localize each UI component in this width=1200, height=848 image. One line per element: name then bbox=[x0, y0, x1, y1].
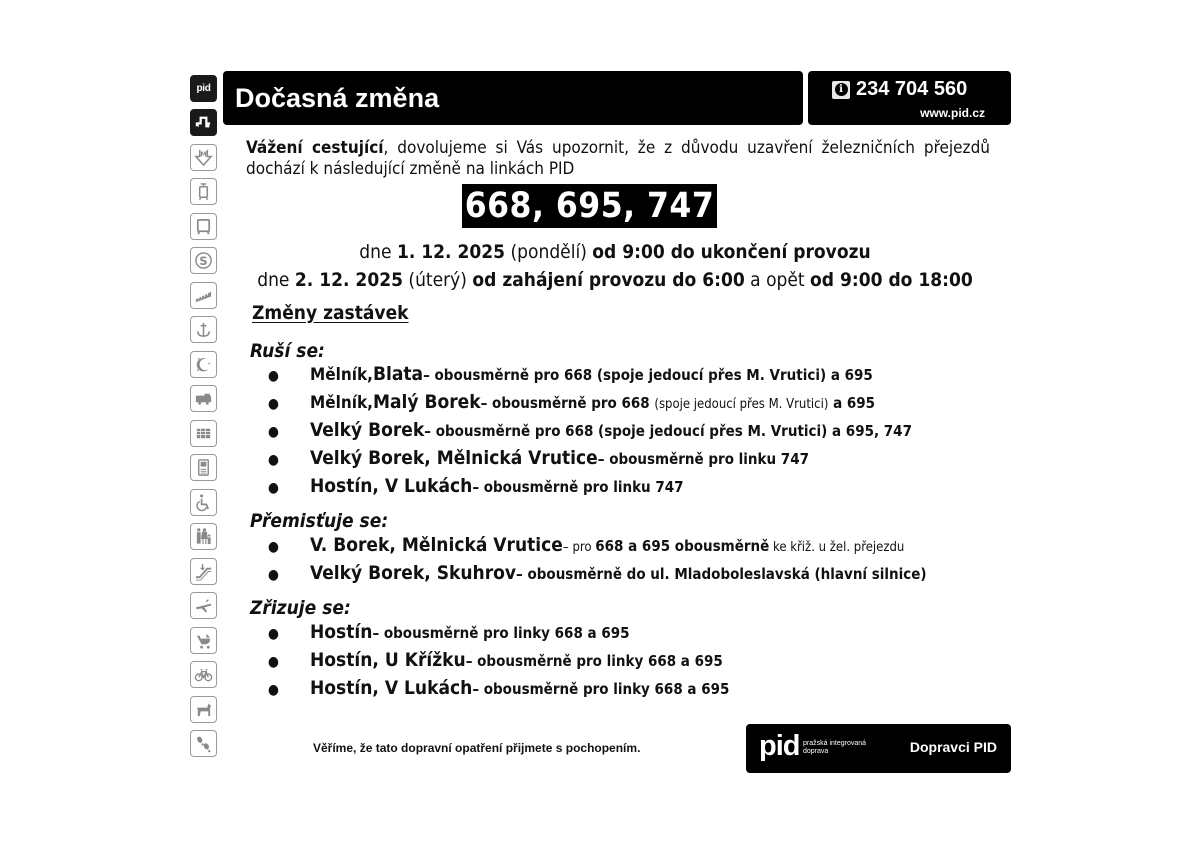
bicycle-icon bbox=[190, 661, 217, 688]
regional-bus-icon bbox=[190, 109, 217, 136]
list-item: ● Velký Borek – obousměrně pro 668 (spoje jedoucí přes M. Vrutici) a 695, 747 bbox=[268, 419, 912, 441]
cancelled-title: Ruší se: bbox=[250, 340, 325, 362]
list-item: ● Hostín, V Lukách – obousměrně pro linky 668 a 695 bbox=[268, 677, 730, 699]
svg-text:S: S bbox=[199, 253, 208, 268]
affected-lines-box bbox=[462, 184, 717, 228]
established-title: Zřizuje se: bbox=[250, 597, 351, 619]
wheelchair-icon bbox=[190, 489, 217, 516]
trolleybus-icon bbox=[190, 420, 217, 447]
train-icon bbox=[190, 385, 217, 412]
metro-icon bbox=[190, 144, 217, 171]
pid-logo-subtitle: pražská integrovaná doprava bbox=[803, 740, 867, 755]
moved-title: Přemisťuje se: bbox=[250, 510, 389, 532]
date-line-1: dne 1. 12. 2025 (pondělí) od 9:00 do ukončení provozu bbox=[359, 241, 871, 263]
list-item: ● Hostín – obousměrně pro linky 668 a 695 bbox=[268, 621, 630, 643]
ferry-icon bbox=[190, 316, 217, 343]
escalator-icon bbox=[190, 558, 217, 585]
thanks-note: Věříme, že tato dopravní opatření přijmete s pochopením. bbox=[313, 741, 641, 755]
cancelled-list bbox=[262, 363, 1022, 503]
validity-dates bbox=[230, 238, 1000, 294]
contact-box bbox=[808, 71, 1011, 125]
pid-logo: pid bbox=[759, 730, 800, 762]
phone-line bbox=[832, 78, 967, 101]
funicular-icon bbox=[190, 282, 217, 309]
greeting: Vážení cestující bbox=[246, 138, 384, 158]
list-item: ● Mělník, Malý Borek – obousměrně pro 668 (spoje jedoucí přes M. Vrutici) a 695 bbox=[268, 391, 876, 413]
tram-icon bbox=[190, 178, 217, 205]
list-item: ● Hostín, V Lukách – obousměrně pro linku 747 bbox=[268, 475, 684, 497]
list-item: ● Velký Borek, Skuhrov – obousměrně do ul. Mladoboleslavská (hlavní silnice) bbox=[268, 562, 927, 584]
family-icon bbox=[190, 523, 217, 550]
night-icon bbox=[190, 351, 217, 378]
s-train-icon bbox=[190, 247, 217, 274]
list-item: ● Mělník, Blata – obousměrně pro 668 (spoje jedoucí přes M. Vrutici) a 695 bbox=[268, 363, 873, 385]
page-title-banner bbox=[223, 71, 803, 125]
info-icon: i bbox=[832, 81, 850, 99]
airplane-icon bbox=[190, 592, 217, 619]
list-item: ● V. Borek, Mělnická Vrutice – pro 668 a 695 obousměrně ke křiž. u žel. přejezdu bbox=[268, 534, 905, 556]
phone-number[interactable]: 234 704 560 bbox=[856, 78, 968, 100]
intro-paragraph: Vážení cestující, dovolujeme si Vás upozornit, že z důvodu uzavření železničních přejezdů dochází k následující změně na linkách PID bbox=[246, 138, 990, 179]
footsteps-icon bbox=[190, 730, 217, 757]
bus-icon bbox=[190, 213, 217, 240]
list-item: ● Velký Borek, Mělnická Vrutice – obousměrně pro linku 747 bbox=[268, 447, 809, 469]
footer-brand-box bbox=[746, 724, 1011, 773]
moved-list bbox=[262, 534, 1022, 590]
page-title: Dočasná změna bbox=[235, 82, 440, 113]
svg-text:M: M bbox=[200, 150, 207, 159]
dog-icon bbox=[190, 696, 217, 723]
affected-lines: 668, 695, 747 bbox=[464, 186, 715, 226]
section-title: Změny zastávek bbox=[252, 302, 409, 324]
operator-label: Dopravci PID bbox=[909, 739, 997, 755]
pid-logo-icon: pid bbox=[190, 75, 217, 102]
date-line-2: dne 2. 12. 2025 (úterý) od zahájení provozu do 6:00 a opět od 9:00 do 18:00 bbox=[257, 269, 973, 291]
ticket-machine-icon bbox=[190, 454, 217, 481]
established-list bbox=[262, 621, 1022, 705]
stroller-icon bbox=[190, 627, 217, 654]
website-link[interactable]: www.pid.cz bbox=[920, 106, 985, 120]
list-item: ● Hostín, U Křížku – obousměrně pro linky 668 a 695 bbox=[268, 649, 723, 671]
